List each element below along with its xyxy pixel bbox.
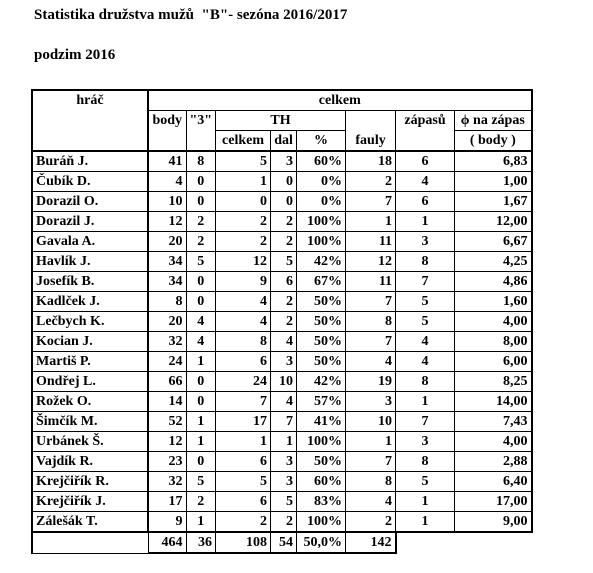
th-total-cell: 1 [216,172,271,192]
games-cell: 1 [396,212,455,232]
header-avg: ϕ na zápas [455,111,532,131]
fouls-cell: 11 [346,272,396,292]
th-made-cell: 3 [271,151,297,172]
games-cell: 8 [396,372,455,392]
player-name-cell: Krejčiřík J. [32,492,148,512]
games-cell: 3 [396,232,455,252]
player-name-cell: Šimčík M. [32,412,148,432]
fouls-cell: 8 [346,472,396,492]
player-name-cell: Čubík D. [32,172,148,192]
threes-cell: 0 [186,452,216,472]
th-total-cell: 12 [216,252,271,272]
threes-cell: 2 [186,232,216,252]
header-avg-unit: ( body ) [455,131,532,152]
threes-cell: 0 [186,192,216,212]
th-made-cell: 1 [271,432,297,452]
player-name-cell: Zálešák T. [32,512,148,533]
games-cell: 5 [396,472,455,492]
th-made-cell: 10 [271,372,297,392]
th-pct-cell: 42% [297,372,346,392]
player-name-cell: Josefík B. [32,272,148,292]
threes-cell: 0 [186,372,216,392]
points-cell: 52 [148,412,186,432]
avg-cell: 9,00 [455,512,532,533]
header-th-total: celkem [216,131,271,152]
games-cell: 4 [396,352,455,372]
th-total-cell: 24 [216,372,271,392]
total-th-total-cell: 108 [216,532,271,553]
avg-cell: 4,00 [455,432,532,452]
points-cell: 34 [148,272,186,292]
games-cell: 8 [396,252,455,272]
table-row [32,352,532,372]
points-cell: 34 [148,252,186,272]
threes-cell: 4 [186,312,216,332]
avg-cell: 14,00 [455,392,532,412]
table-row [32,412,532,432]
fouls-cell: 7 [346,292,396,312]
player-name-cell: Gavala A. [32,232,148,252]
points-cell: 4 [148,172,186,192]
points-cell: 12 [148,212,186,232]
th-made-cell: 0 [271,172,297,192]
player-name-cell: Kocian J. [32,332,148,352]
th-made-cell: 0 [271,192,297,212]
player-name-cell: Lečbych K. [32,312,148,332]
table-row [32,512,532,533]
th-total-cell: 1 [216,432,271,452]
th-pct-cell: 0% [297,172,346,192]
page-title: Statistika družstva mužů "B"- sezóna 2016/2017 [34,7,348,23]
fouls-cell: 1 [346,432,396,452]
th-made-cell: 3 [271,472,297,492]
th-pct-cell: 0% [297,192,346,212]
games-cell: 4 [396,172,455,192]
points-cell: 20 [148,312,186,332]
threes-cell: 0 [186,272,216,292]
games-cell: 1 [396,392,455,412]
th-pct-cell: 50% [297,352,346,372]
player-name-cell: Havlík J. [32,252,148,272]
total-th-pct-cell: 50,0% [297,532,346,553]
threes-cell: 1 [186,412,216,432]
header-games: zápasů [396,111,455,152]
games-cell: 4 [396,332,455,352]
player-name-cell: Buráň J. [32,151,148,172]
avg-cell: 6,67 [455,232,532,252]
avg-cell: 1,00 [455,172,532,192]
page-subtitle: podzim 2016 [34,47,116,63]
th-total-cell: 9 [216,272,271,292]
points-cell: 23 [148,452,186,472]
avg-cell: 7,43 [455,412,532,432]
th-pct-cell: 100% [297,512,346,533]
player-name-cell: Kadlček J. [32,292,148,312]
fouls-cell: 18 [346,151,396,172]
games-cell: 8 [396,452,455,472]
th-pct-cell: 100% [297,232,346,252]
fouls-cell: 1 [346,212,396,232]
threes-cell: 1 [186,512,216,533]
points-cell: 9 [148,512,186,533]
threes-cell: 1 [186,432,216,452]
th-total-cell: 7 [216,392,271,412]
threes-cell: 0 [186,392,216,412]
player-name-cell: Dorazil J. [32,212,148,232]
avg-cell: 4,86 [455,272,532,292]
fouls-cell: 4 [346,492,396,512]
table-row [32,292,532,312]
games-cell: 6 [396,192,455,212]
header-fouls: fauly [346,131,396,152]
fouls-cell: 12 [346,252,396,272]
th-total-cell: 4 [216,292,271,312]
header-threes: "3" [186,111,216,152]
fouls-cell: 10 [346,412,396,432]
header-th-pct: % [297,131,346,152]
th-total-cell: 17 [216,412,271,432]
th-made-cell: 3 [271,452,297,472]
avg-cell: 8,25 [455,372,532,392]
avg-cell: 12,00 [455,212,532,232]
avg-cell: 8,00 [455,332,532,352]
header-th-made: dal [271,131,297,152]
games-cell: 5 [396,292,455,312]
header-points: body [148,111,186,152]
threes-cell: 4 [186,332,216,352]
th-total-cell: 5 [216,151,271,172]
table-row [32,312,532,332]
th-pct-cell: 83% [297,492,346,512]
th-total-cell: 4 [216,312,271,332]
th-total-cell: 8 [216,332,271,352]
th-made-cell: 5 [271,252,297,272]
points-cell: 14 [148,392,186,412]
table-row [32,192,532,212]
games-cell: 1 [396,492,455,512]
fouls-cell: 3 [346,392,396,412]
th-total-cell: 0 [216,192,271,212]
threes-cell: 0 [186,292,216,312]
th-made-cell: 2 [271,212,297,232]
threes-cell: 8 [186,151,216,172]
fouls-cell: 4 [346,352,396,372]
points-cell: 32 [148,332,186,352]
th-made-cell: 6 [271,272,297,292]
fouls-cell: 2 [346,172,396,192]
total-fouls-cell: 142 [346,532,396,553]
th-made-cell: 2 [271,232,297,252]
table-row [32,372,532,392]
games-cell: 1 [396,512,455,533]
th-pct-cell: 57% [297,392,346,412]
avg-cell: 6,83 [455,151,532,172]
points-cell: 41 [148,151,186,172]
points-cell: 10 [148,192,186,212]
avg-cell: 4,00 [455,312,532,332]
th-pct-cell: 100% [297,212,346,232]
fouls-cell: 7 [346,192,396,212]
th-pct-cell: 50% [297,312,346,332]
avg-cell: 17,00 [455,492,532,512]
threes-cell: 1 [186,352,216,372]
games-cell: 7 [396,412,455,432]
th-total-cell: 6 [216,452,271,472]
th-made-cell: 2 [271,312,297,332]
th-total-cell: 5 [216,472,271,492]
avg-cell: 1,67 [455,192,532,212]
th-pct-cell: 100% [297,432,346,452]
threes-cell: 0 [186,172,216,192]
fouls-cell: 7 [346,332,396,352]
games-cell: 6 [396,151,455,172]
totals-label-cell [32,532,148,553]
games-cell: 3 [396,432,455,452]
th-made-cell: 4 [271,392,297,412]
header-player: hráč [32,90,148,151]
fouls-cell: 2 [346,512,396,533]
th-pct-cell: 60% [297,472,346,492]
th-total-cell: 6 [216,352,271,372]
th-pct-cell: 67% [297,272,346,292]
games-cell: 7 [396,272,455,292]
avg-cell: 4,25 [455,252,532,272]
th-total-cell: 6 [216,492,271,512]
table-row [32,332,532,352]
th-made-cell: 2 [271,512,297,533]
th-made-cell: 3 [271,352,297,372]
th-made-cell: 5 [271,492,297,512]
avg-cell: 2,88 [455,452,532,472]
th-total-cell: 2 [216,232,271,252]
table-row [32,252,532,272]
th-made-cell: 2 [271,292,297,312]
th-pct-cell: 50% [297,332,346,352]
points-cell: 12 [148,432,186,452]
totals-empty [396,532,532,553]
points-cell: 32 [148,472,186,492]
table-row [32,272,532,292]
player-name-cell: Urbánek Š. [32,432,148,452]
th-pct-cell: 50% [297,292,346,312]
avg-cell: 1,60 [455,292,532,312]
table-row [32,151,532,172]
total-points-cell: 464 [148,532,186,553]
player-name-cell: Dorazil O. [32,192,148,212]
table-row [32,392,532,412]
player-name-cell: Rožek O. [32,392,148,412]
fouls-cell: 8 [346,312,396,332]
games-cell: 5 [396,312,455,332]
th-made-cell: 4 [271,332,297,352]
total-threes-cell: 36 [186,532,216,553]
player-name-cell: Krejčiřík R. [32,472,148,492]
points-cell: 24 [148,352,186,372]
th-pct-cell: 42% [297,252,346,272]
points-cell: 20 [148,232,186,252]
table-row [32,492,532,512]
th-made-cell: 7 [271,412,297,432]
th-pct-cell: 60% [297,151,346,172]
player-name-cell: Vajdík R. [32,452,148,472]
table-row [32,472,532,492]
fouls-cell: 19 [346,372,396,392]
table-row [32,212,532,232]
player-name-cell: Martiš P. [32,352,148,372]
table-row [32,432,532,452]
table-row [32,172,532,192]
player-name-cell: Ondřej L. [32,372,148,392]
avg-cell: 6,40 [455,472,532,492]
points-cell: 66 [148,372,186,392]
fouls-cell: 7 [346,452,396,472]
table-row [32,452,532,472]
points-cell: 8 [148,292,186,312]
avg-cell: 6,00 [455,352,532,372]
th-total-cell: 2 [216,512,271,533]
threes-cell: 5 [186,472,216,492]
threes-cell: 2 [186,212,216,232]
table-row [32,232,532,252]
th-total-cell: 2 [216,212,271,232]
fouls-cell: 11 [346,232,396,252]
total-th-made-cell: 54 [271,532,297,553]
header-row-1 [32,90,532,111]
totals-row [32,532,532,553]
th-pct-cell: 41% [297,412,346,432]
header-th: TH [216,111,346,131]
header-total: celkem [148,90,532,111]
th-pct-cell: 50% [297,452,346,472]
threes-cell: 5 [186,252,216,272]
threes-cell: 2 [186,492,216,512]
stats-table [31,89,533,554]
header-fouls-top [346,111,396,131]
points-cell: 17 [148,492,186,512]
